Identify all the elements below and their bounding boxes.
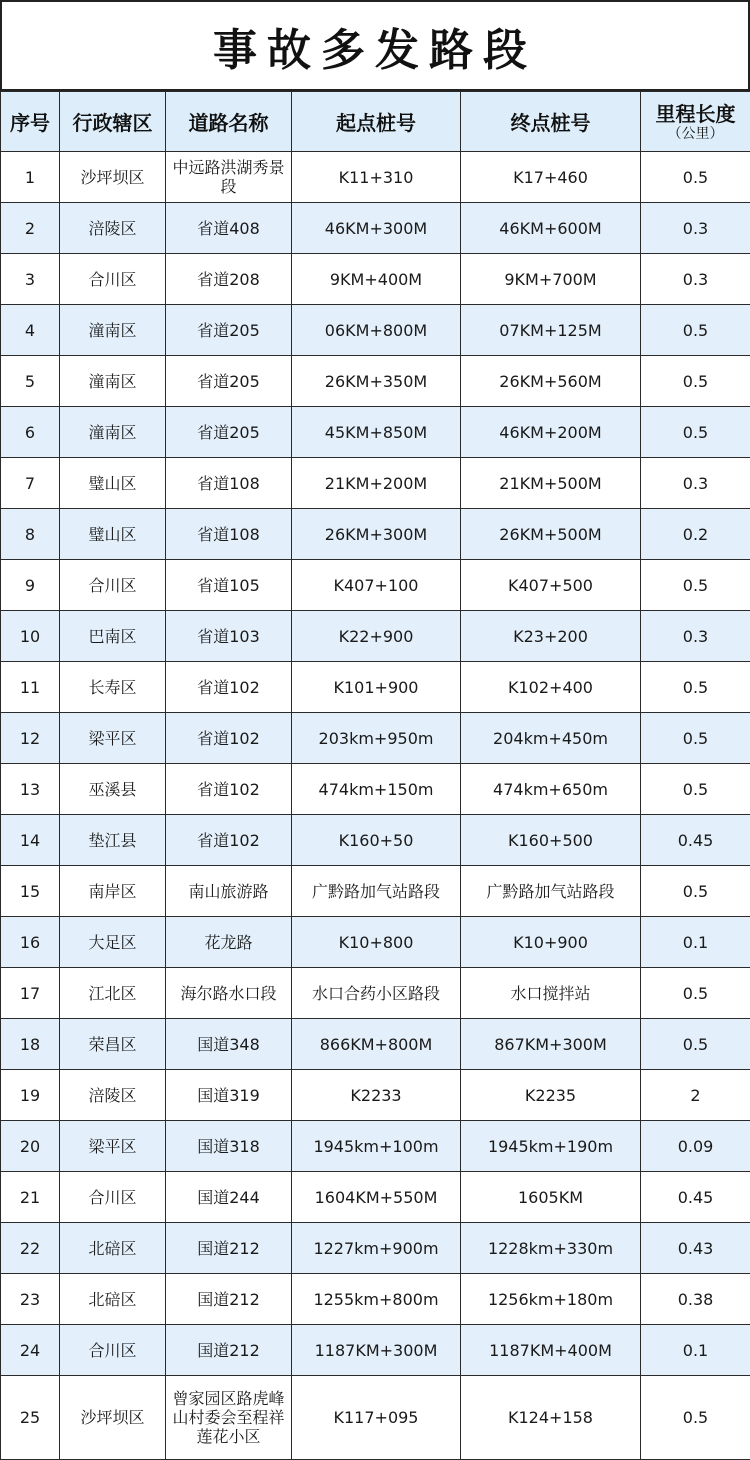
cell-road: 国道212 [166, 1274, 292, 1325]
table-row [1, 1070, 750, 1121]
cell-district: 合川区 [60, 1325, 166, 1376]
cell-end: 1945km+190m [461, 1121, 641, 1172]
table-row [1, 305, 750, 356]
cell-start: K10+800 [292, 917, 461, 968]
table-row [1, 254, 750, 305]
table-row [1, 917, 750, 968]
cell-start: K11+310 [292, 152, 461, 203]
cell-end: 9KM+700M [461, 254, 641, 305]
cell-road: 花龙路 [166, 917, 292, 968]
cell-road: 省道102 [166, 764, 292, 815]
cell-start: K2233 [292, 1070, 461, 1121]
cell-start: 26KM+300M [292, 509, 461, 560]
cell-district: 沙坪坝区 [60, 152, 166, 203]
table-row [1, 1274, 750, 1325]
cell-start: 203km+950m [292, 713, 461, 764]
cell-length: 0.45 [641, 1172, 750, 1223]
cell-index: 7 [1, 458, 60, 509]
cell-end: K124+158 [461, 1376, 641, 1460]
header-road: 道路名称 [166, 92, 292, 152]
cell-end: 474km+650m [461, 764, 641, 815]
cell-district: 梁平区 [60, 713, 166, 764]
cell-road: 省道103 [166, 611, 292, 662]
header-index: 序号 [1, 92, 60, 152]
cell-length: 0.5 [641, 152, 750, 203]
cell-road: 省道205 [166, 356, 292, 407]
cell-road: 省道105 [166, 560, 292, 611]
cell-length: 0.1 [641, 917, 750, 968]
cell-road: 国道244 [166, 1172, 292, 1223]
cell-road: 国道348 [166, 1019, 292, 1070]
cell-road: 省道102 [166, 713, 292, 764]
table-row [1, 815, 750, 866]
cell-start: K117+095 [292, 1376, 461, 1460]
cell-end: 广黔路加气站路段 [461, 866, 641, 917]
table-row [1, 560, 750, 611]
cell-length: 0.3 [641, 254, 750, 305]
cell-length: 0.5 [641, 560, 750, 611]
header-length [641, 92, 750, 152]
cell-end: K102+400 [461, 662, 641, 713]
cell-start: K101+900 [292, 662, 461, 713]
cell-end: 46KM+600M [461, 203, 641, 254]
cell-start: 1604KM+550M [292, 1172, 461, 1223]
cell-district: 潼南区 [60, 356, 166, 407]
table-row [1, 1223, 750, 1274]
cell-start: 水口合药小区路段 [292, 968, 461, 1019]
table-body [1, 152, 750, 1460]
cell-index: 20 [1, 1121, 60, 1172]
cell-start: K407+100 [292, 560, 461, 611]
header-district: 行政辖区 [60, 92, 166, 152]
cell-road: 省道205 [166, 305, 292, 356]
table-row [1, 203, 750, 254]
table-row [1, 509, 750, 560]
page-title: 事故多发路段 [213, 14, 537, 78]
cell-index: 14 [1, 815, 60, 866]
cell-road: 省道208 [166, 254, 292, 305]
cell-district: 合川区 [60, 560, 166, 611]
cell-end: K23+200 [461, 611, 641, 662]
table-row [1, 152, 750, 203]
cell-end: K17+460 [461, 152, 641, 203]
cell-district: 潼南区 [60, 305, 166, 356]
cell-end: 1187KM+400M [461, 1325, 641, 1376]
cell-start: 26KM+350M [292, 356, 461, 407]
cell-road: 国道212 [166, 1325, 292, 1376]
cell-district: 长寿区 [60, 662, 166, 713]
cell-index: 1 [1, 152, 60, 203]
cell-start: 45KM+850M [292, 407, 461, 458]
cell-road: 海尔路水口段 [166, 968, 292, 1019]
cell-end: 21KM+500M [461, 458, 641, 509]
cell-district: 合川区 [60, 1172, 166, 1223]
table-row [1, 407, 750, 458]
cell-start: K160+50 [292, 815, 461, 866]
cell-length: 0.3 [641, 611, 750, 662]
cell-index: 16 [1, 917, 60, 968]
table-row [1, 764, 750, 815]
cell-road: 中远路洪湖秀景段 [166, 152, 292, 203]
cell-length: 0.2 [641, 509, 750, 560]
table-row [1, 713, 750, 764]
cell-index: 25 [1, 1376, 60, 1460]
cell-index: 5 [1, 356, 60, 407]
cell-end: K10+900 [461, 917, 641, 968]
cell-length: 0.45 [641, 815, 750, 866]
cell-end: 水口搅拌站 [461, 968, 641, 1019]
cell-district: 涪陵区 [60, 1070, 166, 1121]
cell-length: 0.5 [641, 1376, 750, 1460]
table-row [1, 1172, 750, 1223]
cell-end: K407+500 [461, 560, 641, 611]
cell-end: 1256km+180m [461, 1274, 641, 1325]
table-row [1, 968, 750, 1019]
cell-end: K2235 [461, 1070, 641, 1121]
cell-index: 15 [1, 866, 60, 917]
cell-road: 省道102 [166, 662, 292, 713]
cell-start: 1945km+100m [292, 1121, 461, 1172]
cell-district: 南岸区 [60, 866, 166, 917]
table-row [1, 611, 750, 662]
cell-road: 省道205 [166, 407, 292, 458]
cell-length: 0.5 [641, 662, 750, 713]
cell-road: 省道102 [166, 815, 292, 866]
cell-district: 璧山区 [60, 509, 166, 560]
cell-length: 0.5 [641, 968, 750, 1019]
cell-start: 广黔路加气站路段 [292, 866, 461, 917]
cell-district: 合川区 [60, 254, 166, 305]
cell-index: 17 [1, 968, 60, 1019]
table-row [1, 662, 750, 713]
cell-road: 省道108 [166, 458, 292, 509]
cell-index: 9 [1, 560, 60, 611]
table-row [1, 356, 750, 407]
cell-start: K22+900 [292, 611, 461, 662]
cell-road: 南山旅游路 [166, 866, 292, 917]
cell-length: 0.5 [641, 356, 750, 407]
cell-district: 梁平区 [60, 1121, 166, 1172]
cell-end: 867KM+300M [461, 1019, 641, 1070]
cell-length: 0.5 [641, 764, 750, 815]
cell-index: 2 [1, 203, 60, 254]
header-length-label: 里程长度 [645, 102, 746, 126]
table-header-row [1, 92, 750, 152]
cell-index: 12 [1, 713, 60, 764]
cell-district: 潼南区 [60, 407, 166, 458]
cell-index: 21 [1, 1172, 60, 1223]
cell-district: 巴南区 [60, 611, 166, 662]
cell-district: 荣昌区 [60, 1019, 166, 1070]
cell-road: 国道212 [166, 1223, 292, 1274]
cell-index: 24 [1, 1325, 60, 1376]
cell-end: 204km+450m [461, 713, 641, 764]
title-banner [0, 0, 750, 91]
cell-end: K160+500 [461, 815, 641, 866]
cell-road: 曾家园区路虎峰山村委会至程祥莲花小区 [166, 1376, 292, 1460]
header-end: 终点桩号 [461, 92, 641, 152]
table-row [1, 1376, 750, 1460]
cell-start: 1187KM+300M [292, 1325, 461, 1376]
cell-district: 沙坪坝区 [60, 1376, 166, 1460]
cell-index: 22 [1, 1223, 60, 1274]
cell-district: 垫江县 [60, 815, 166, 866]
header-length-unit: （公里） [645, 126, 746, 142]
cell-length: 0.5 [641, 713, 750, 764]
cell-index: 4 [1, 305, 60, 356]
cell-start: 21KM+200M [292, 458, 461, 509]
cell-length: 0.1 [641, 1325, 750, 1376]
cell-length: 2 [641, 1070, 750, 1121]
table-row [1, 1325, 750, 1376]
cell-district: 大足区 [60, 917, 166, 968]
cell-district: 璧山区 [60, 458, 166, 509]
cell-length: 0.3 [641, 203, 750, 254]
cell-start: 06KM+800M [292, 305, 461, 356]
cell-index: 11 [1, 662, 60, 713]
cell-length: 0.3 [641, 458, 750, 509]
cell-start: 866KM+800M [292, 1019, 461, 1070]
cell-index: 6 [1, 407, 60, 458]
cell-end: 26KM+560M [461, 356, 641, 407]
header-start: 起点桩号 [292, 92, 461, 152]
cell-end: 46KM+200M [461, 407, 641, 458]
cell-district: 北碚区 [60, 1223, 166, 1274]
cell-district: 北碚区 [60, 1274, 166, 1325]
cell-start: 474km+150m [292, 764, 461, 815]
cell-road: 国道318 [166, 1121, 292, 1172]
cell-district: 江北区 [60, 968, 166, 1019]
cell-road: 省道108 [166, 509, 292, 560]
cell-end: 1228km+330m [461, 1223, 641, 1274]
cell-length: 0.5 [641, 1019, 750, 1070]
table-row [1, 458, 750, 509]
cell-district: 涪陵区 [60, 203, 166, 254]
cell-length: 0.38 [641, 1274, 750, 1325]
cell-end: 26KM+500M [461, 509, 641, 560]
cell-index: 23 [1, 1274, 60, 1325]
cell-district: 巫溪县 [60, 764, 166, 815]
table-row [1, 866, 750, 917]
cell-index: 13 [1, 764, 60, 815]
cell-start: 1227km+900m [292, 1223, 461, 1274]
cell-start: 1255km+800m [292, 1274, 461, 1325]
cell-road: 国道319 [166, 1070, 292, 1121]
cell-index: 3 [1, 254, 60, 305]
cell-start: 9KM+400M [292, 254, 461, 305]
cell-index: 19 [1, 1070, 60, 1121]
cell-end: 07KM+125M [461, 305, 641, 356]
cell-length: 0.43 [641, 1223, 750, 1274]
cell-length: 0.09 [641, 1121, 750, 1172]
cell-length: 0.5 [641, 866, 750, 917]
cell-end: 1605KM [461, 1172, 641, 1223]
cell-index: 18 [1, 1019, 60, 1070]
cell-length: 0.5 [641, 407, 750, 458]
cell-index: 10 [1, 611, 60, 662]
table-row [1, 1019, 750, 1070]
cell-start: 46KM+300M [292, 203, 461, 254]
accident-road-table [0, 91, 750, 1460]
cell-road: 省道408 [166, 203, 292, 254]
cell-length: 0.5 [641, 305, 750, 356]
table-row [1, 1121, 750, 1172]
cell-index: 8 [1, 509, 60, 560]
